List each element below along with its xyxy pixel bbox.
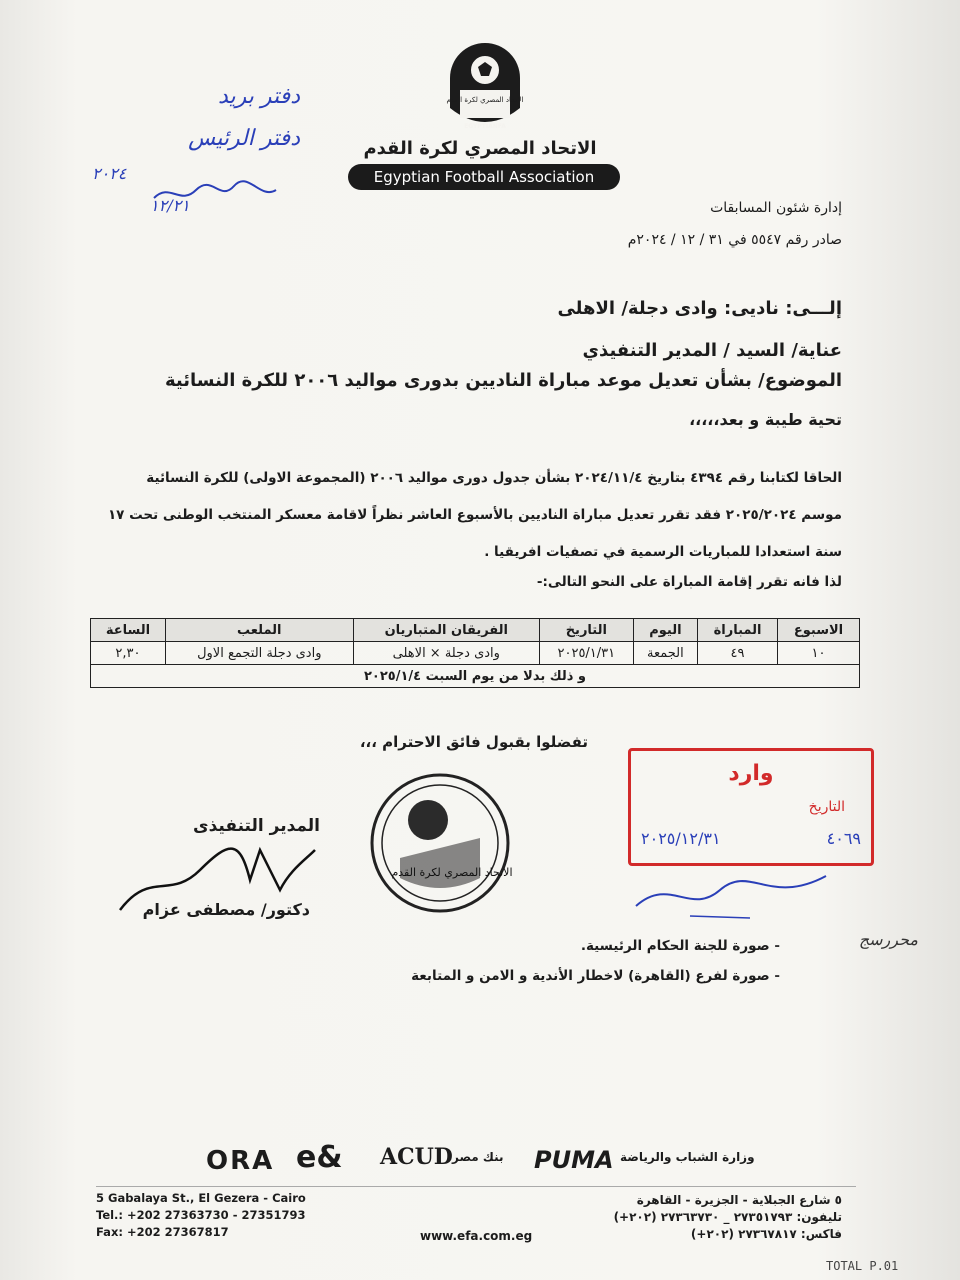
- cell-teams: وادى دجلة × الاهلى: [353, 642, 539, 665]
- reference-number: صادر رقم ٥٥٤٧ في ٣١ / ١٢ / ٢٠٢٤م: [627, 232, 842, 248]
- logo-text-ar: الاتحاد المصري لكرة القدم: [446, 96, 524, 104]
- address-arabic: [614, 1192, 842, 1243]
- address-en-line-2: Tel.: +202 27363730 - 27351793: [96, 1208, 306, 1222]
- body-paragraph: الحاقا لكتابنا رقم ٤٣٩٤ بتاريخ ٢٠٢٤/١١/٤ بشأن جدول دورى مواليد ٢٠٠٦ (المجموعة الاولى) للكرة النسائية موسم ٢٠٢٥/٢٠٢٤ فقد تقرر تعديل مباراة الناديين بالأسبوع العاشر نظراً لاقامة معسكر المنتخب الوطنى تحت ١٧ سنة استعدادا للمباريات الرسمية في تصفيات افريقيا .: [107, 470, 842, 560]
- copy-text-1: صورة للجنة الحكام الرئيسية.: [580, 938, 770, 954]
- copy-text-2: صورة لفرع (القاهرة) لاخطار الأندية و الامن و المتابعة: [411, 968, 770, 984]
- copy-line-2: [411, 968, 780, 984]
- website-link[interactable]: www.efa.com.eg: [420, 1229, 533, 1243]
- official-seal-icon: [360, 768, 520, 918]
- received-stamp: [628, 748, 874, 866]
- handwritten-year: ٢٠٢٤: [92, 164, 127, 183]
- sponsor-acud: ACUD: [380, 1144, 453, 1170]
- header-time: الساعة: [91, 619, 166, 642]
- handwritten-initials-icon: [630, 866, 830, 926]
- header-teams: الفريقان المتباريان: [353, 619, 539, 642]
- attention-line: عناية/ السيد / المدير التنفيذي: [582, 340, 842, 361]
- header-match: المباراة: [698, 619, 778, 642]
- org-name-ar: الاتحاد المصري لكرة القدم: [363, 138, 597, 159]
- cell-time: ٢,٣٠: [91, 642, 166, 665]
- match-schedule-table: [90, 618, 860, 688]
- department-label: إدارة شئون المسابقات: [710, 200, 842, 216]
- header-week: الاسبوع: [778, 619, 860, 642]
- sponsor-puma: PUMA: [534, 1146, 614, 1174]
- logo-text-en: EGYPTIANFA: [464, 123, 506, 130]
- greeting: تحية طيبة و بعد،،،،،: [689, 410, 842, 429]
- subject-line: الموضوع/ بشأن تعديل موعد مباراة الناديين بدورى مواليد ٢٠٠٦ للكرة النسائية: [165, 370, 842, 391]
- handwritten-date: ١٢/٢١: [150, 196, 190, 215]
- sponsor-ministry: وزارة الشباب والرياضة: [620, 1150, 755, 1164]
- sponsor-ora: ORA: [206, 1146, 275, 1176]
- cell-week: ١٠: [778, 642, 860, 665]
- address-ar-line-2: تليفون: ٢٧٣٥١٧٩٣ _ ٢٧٣٦٣٧٣٠ (٢٠٢+): [613, 1210, 842, 1224]
- stamp-handwritten-date: ٢٠٢٥/١٢/٣١: [641, 829, 721, 848]
- table-note-row: [91, 665, 860, 688]
- efa-logo-icon: [440, 38, 530, 138]
- closing-line: تفضلوا بقبول فائق الاحترام ،،،: [359, 733, 588, 751]
- address-ar-line-3: فاكس: ٢٧٣٦٧٨١٧ (٢٠٢+): [690, 1227, 842, 1241]
- address-en-line-3: Fax: +202 27367817: [96, 1225, 229, 1239]
- cell-date: ٢٠٢٥/١/٣١: [539, 642, 633, 665]
- fax-total-pages: TOTAL P.01: [826, 1259, 899, 1273]
- address-ar-line-1: ٥ شارع الجبلاية - الجزيرة - القاهرة: [636, 1193, 842, 1207]
- cell-stadium: وادى دجلة التجمع الاول: [165, 642, 353, 665]
- table-header-row: [91, 619, 860, 642]
- recipient: إلـــى: نادیی: وادى دجلة/ الاهلى: [557, 298, 842, 319]
- footer-divider: [96, 1186, 856, 1187]
- sponsor-eand: e&: [296, 1140, 343, 1175]
- cell-match: ٤٩: [698, 642, 778, 665]
- bullet-icon: -: [769, 968, 780, 984]
- header-date: التاريخ: [539, 619, 633, 642]
- signatory-name: دكتور/ مصطفى عزام: [142, 900, 310, 919]
- sponsor-banque-misr: بنك مصر: [452, 1150, 504, 1164]
- handwritten-signature-top-icon: [150, 178, 280, 208]
- handwritten-note-1: دفتر بريد: [217, 84, 300, 109]
- handwritten-note-2: دفتر الرئيس: [188, 126, 300, 151]
- table-lead-text: لذا فانه تقرر إقامة المباراة على النحو التالى:-: [536, 574, 842, 590]
- stamp-date-label: التاريخ: [808, 799, 845, 815]
- cell-note: و ذلك بدلا من يوم السبت ٢٠٢٥/١/٤: [91, 665, 860, 688]
- seal-text: الاتحاد المصري لكرة القدم: [391, 866, 513, 879]
- address-en-line-1: 5 Gabalaya St., El Gezera - Cairo: [96, 1191, 306, 1205]
- address-english: [96, 1190, 306, 1241]
- margin-handwritten-note: محررسج: [858, 930, 918, 949]
- signatory-title: المدير التنفيذى: [193, 816, 320, 836]
- stamp-label: وارد: [728, 761, 774, 786]
- stamp-number: ٤٠٦٩: [826, 829, 861, 848]
- org-name-en: Egyptian Football Association: [348, 164, 620, 190]
- header-stadium: الملعب: [165, 619, 353, 642]
- cell-day: الجمعة: [633, 642, 697, 665]
- copy-line-1: [581, 938, 780, 954]
- header-day: اليوم: [633, 619, 697, 642]
- bullet-icon: -: [769, 938, 780, 954]
- table-row: [91, 642, 860, 665]
- sponsor-logos: [190, 1136, 790, 1186]
